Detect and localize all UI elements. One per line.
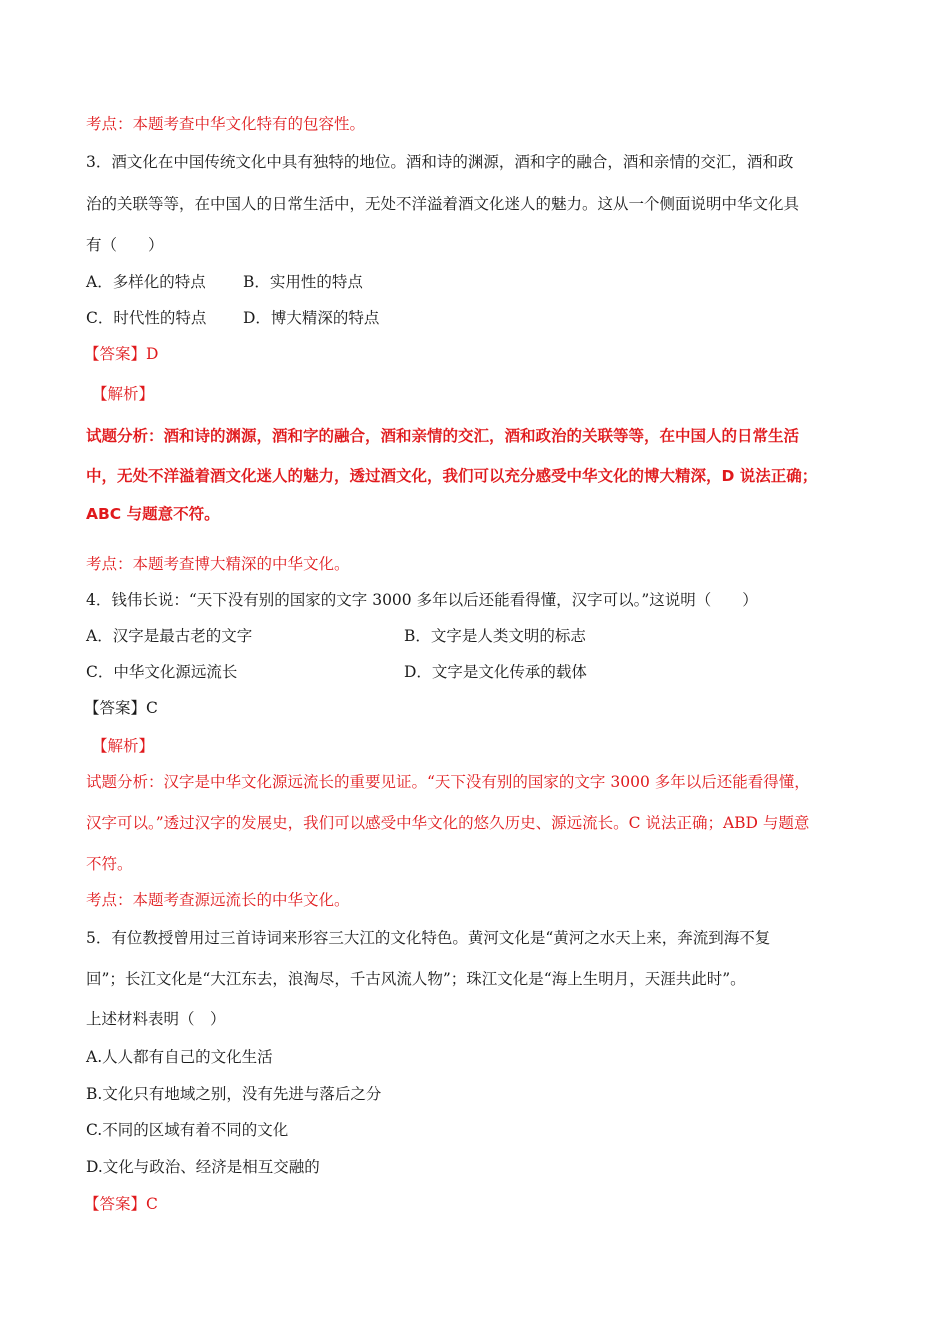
q3-answer: 【答案】D bbox=[84, 345, 159, 363]
q5-option-b: B.文化只有地域之别，没有先进与落后之分 bbox=[86, 1085, 382, 1103]
q5-option-c: C.不同的区域有着不同的文化 bbox=[86, 1121, 289, 1139]
q5-option-d: D.文化与政治、经济是相互交融的 bbox=[86, 1158, 320, 1176]
q3-stem-line-2: 治的关联等等，在中国人的日常生活中，无处不洋溢着酒文化迷人的魅力。这从一个侧面说明中华文化具 bbox=[86, 195, 800, 213]
q3-stem-line-3: 有（ ） bbox=[86, 236, 164, 254]
q3-kaodian: 考点：本题考查博大精深的中华文化。 bbox=[86, 555, 350, 573]
q5-stem-line-3: 上述材料表明（ ） bbox=[86, 1010, 226, 1028]
q3-jiexi-label: 【解析】 bbox=[92, 385, 155, 403]
q4-option-a: A．汉字是最古老的文字 bbox=[86, 627, 253, 645]
q4-options-row-1 bbox=[86, 624, 586, 646]
q5-stem-line-2: 回”；长江文化是“大江东去，浪淘尽，千古风流人物”；珠江文化是“海上生明月，天涯共此时”。 bbox=[86, 970, 746, 988]
q3-options-row-1 bbox=[86, 270, 363, 292]
q5-option-a: A.人人都有自己的文化生活 bbox=[86, 1048, 273, 1066]
q3-option-a: A．多样化的特点 bbox=[86, 273, 206, 291]
q4-kaodian: 考点：本题考查源远流长的中华文化。 bbox=[86, 891, 350, 909]
q5-answer: 【答案】C bbox=[84, 1195, 158, 1213]
q4-analysis-line-3: 不符。 bbox=[86, 855, 133, 873]
q3-option-b: B．实用性的特点 bbox=[243, 273, 363, 291]
q3-analysis-line-1: 试题分析：酒和诗的渊源，酒和字的融合，酒和亲情的交汇，酒和政治的关联等等，在中国人的日常生活 bbox=[86, 427, 800, 445]
q2-kaodian: 考点：本题考查中华文化特有的包容性。 bbox=[86, 115, 366, 133]
q4-stem: 4．钱伟长说：“天下没有别的国家的文字 3000 多年以后还能看得懂，汉字可以。”这说明（ ） bbox=[86, 591, 758, 609]
q3-analysis-line-2: 中，无处不洋溢着酒文化迷人的魅力，透过酒文化，我们可以充分感受中华文化的博大精深，D 说法正确； bbox=[86, 467, 818, 485]
q3-stem-line-1: 3．酒文化在中国传统文化中具有独特的地位。酒和诗的渊源，酒和字的融合，酒和亲情的交汇，酒和政 bbox=[86, 153, 794, 171]
q4-option-d: D．文字是文化传承的载体 bbox=[404, 663, 587, 681]
q4-jiexi-label: 【解析】 bbox=[92, 737, 155, 755]
q4-analysis-line-2: 汉字可以。”透过汉字的发展史，我们可以感受中华文化的悠久历史、源远流长。C 说法正确；ABD 与题意 bbox=[86, 814, 810, 832]
q3-option-c: C．时代性的特点 bbox=[86, 309, 207, 327]
q4-option-b: B．文字是人类文明的标志 bbox=[404, 627, 586, 645]
q3-option-d: D．博大精深的特点 bbox=[243, 309, 380, 327]
q4-option-c: C．中华文化源远流长 bbox=[86, 663, 238, 681]
q4-options-row-2 bbox=[86, 660, 587, 682]
q4-answer: 【答案】C bbox=[84, 699, 158, 717]
q5-stem-line-1: 5．有位教授曾用过三首诗词来形容三大江的文化特色。黄河文化是“黄河之水天上来，奔流到海不复 bbox=[86, 929, 771, 947]
q3-analysis-line-3: ABC 与题意不符。 bbox=[86, 505, 220, 523]
q4-analysis-line-1: 试题分析：汉字是中华文化源远流长的重要见证。“天下没有别的国家的文字 3000 多年以后还能看得懂， bbox=[86, 773, 810, 791]
q3-options-row-2 bbox=[86, 306, 379, 328]
